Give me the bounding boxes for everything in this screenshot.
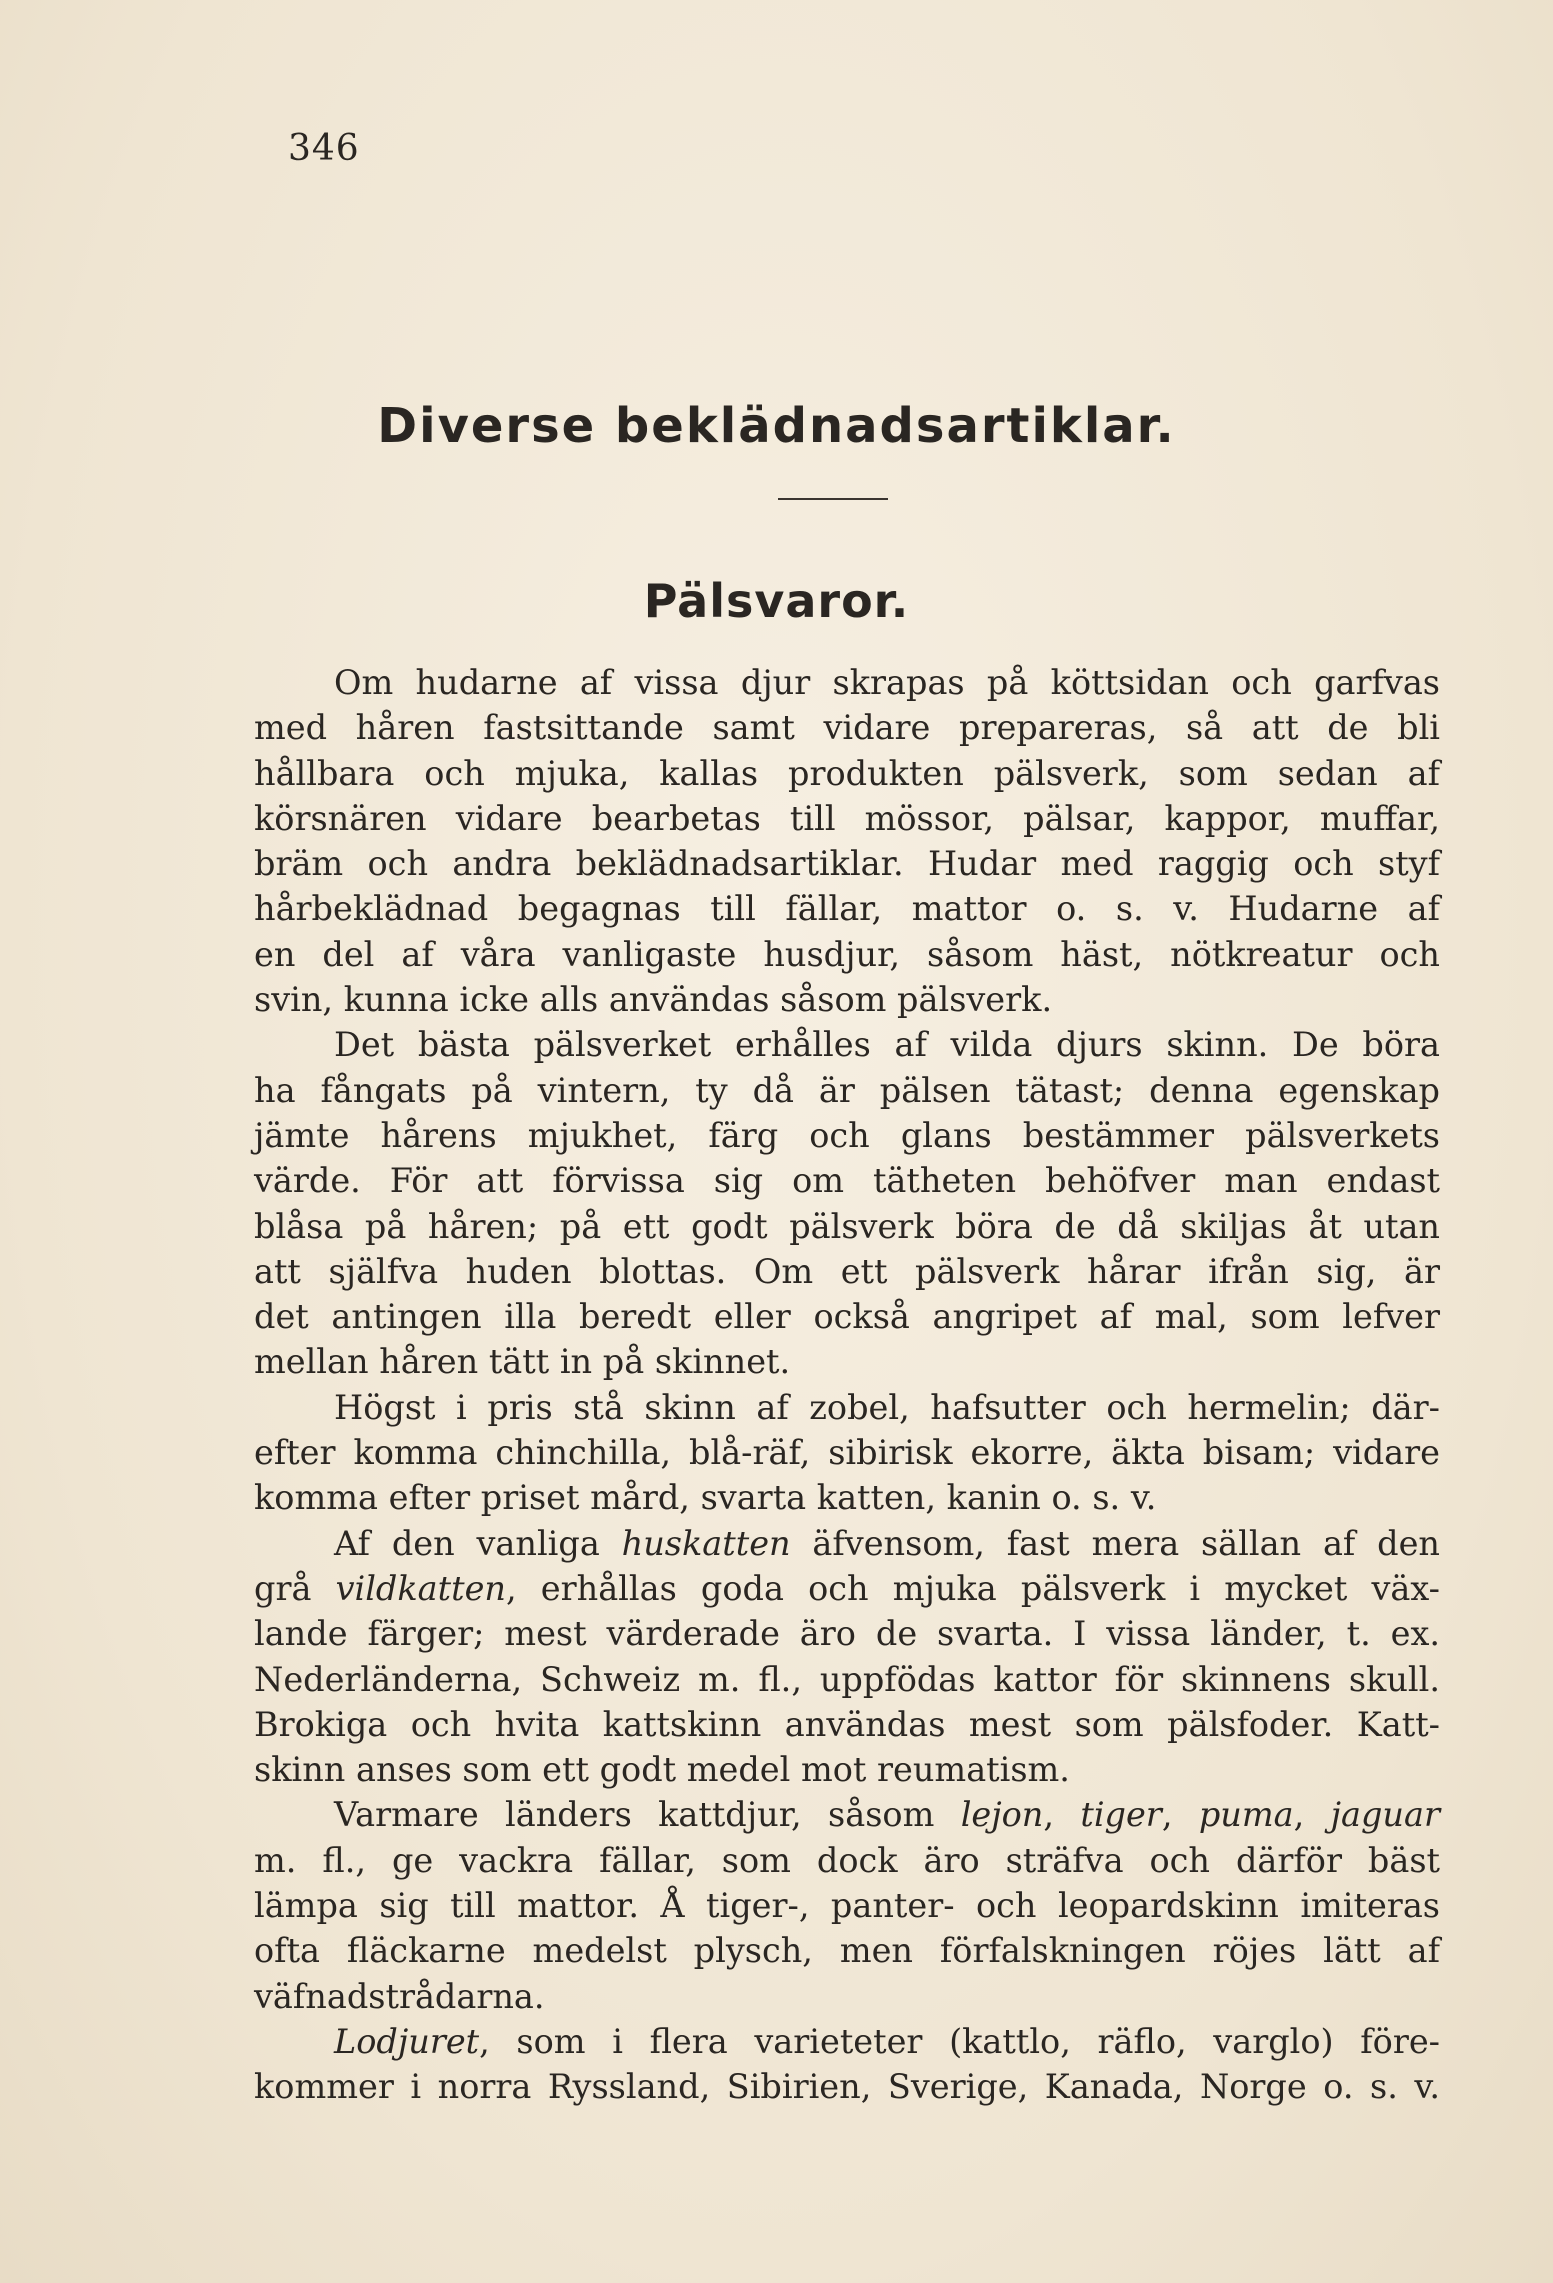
text-line: kommer i norra Ryssland, Sibirien, Sverige, Kanada, Norge o. s. v. (254, 2067, 1440, 2107)
body-text (254, 660, 1440, 2110)
text-line: ofta fläckarne medelst plysch, men förfalskningen röjes lätt af (254, 1931, 1440, 1971)
text-line: ha fångats på vintern, ty då är pälsen tätast; denna egenskap (254, 1070, 1440, 1110)
text-line: Brokiga och hvita kattskinn användas mest som pälsfoder. Katt- (254, 1704, 1440, 1744)
text-line: med håren fastsittande samt vidare prepareras, så att de bli (254, 708, 1440, 748)
text-line: Högst i pris stå skinn af zobel, hafsutter och hermelin; där- (334, 1387, 1440, 1427)
chapter-title: Diverse beklädnadsartiklar. (377, 398, 1176, 454)
title-divider (778, 498, 888, 500)
text-line: Om hudarne af vissa djur skrapas på köttsidan och garfvas (334, 663, 1440, 702)
text-line: Af den vanliga huskatten äfvensom, fast mera sällan af den (334, 1523, 1440, 1563)
text-line: bräm och andra beklädnadsartiklar. Hudar med raggig och styf (254, 844, 1440, 884)
text-line: Varmare länders kattdjur, såsom lejon, tiger, puma, jaguar (334, 1795, 1440, 1835)
text-line: efter komma chinchilla, blå-räf, sibirisk ekorre, äkta bisam; vidare (254, 1433, 1440, 1473)
text-line: lämpa sig till mattor. Å tiger-, panter- och leopardskinn imiteras (254, 1886, 1440, 1926)
text-line: komma efter priset mård, svarta katten, kanin o. s. v. (254, 1478, 1157, 1518)
text-line: skinn anses som ett godt medel mot reumatism. (254, 1750, 1070, 1790)
text-line: en del af våra vanligaste husdjur, såsom häst, nötkreatur och (254, 934, 1440, 974)
text-line: körsnären vidare bearbetas till mössor, pälsar, kappor, muffar, (254, 798, 1440, 838)
text-line: det antingen illa beredt eller också angripet af mal, som lefver (254, 1297, 1440, 1337)
text-line: Lodjuret, som i flera varieteter (kattlo, räflo, varglo) före- (334, 2021, 1440, 2061)
text-line: lande färger; mest värderade äro de svarta. I vissa länder, t. ex. (254, 1614, 1440, 1654)
text-line: väfnadstrådarna. (254, 1976, 545, 2016)
text-line: svin, kunna icke alls användas såsom pälsverk. (254, 980, 1053, 1020)
text-line: grå vildkatten, erhållas goda och mjuka pälsverk i mycket väx- (254, 1568, 1440, 1608)
page-number: 346 (288, 128, 360, 169)
text-line: jämte hårens mjukhet, färg och glans bestämmer pälsverkets (254, 1115, 1440, 1155)
text-line: blåsa på håren; på ett godt pälsverk böra de då skiljas åt utan (254, 1206, 1440, 1246)
text-line: hållbara och mjuka, kallas produkten pälsverk, som sedan af (254, 753, 1440, 793)
text-line: mellan håren tätt in på skinnet. (254, 1342, 791, 1382)
section-title: Pälsvaror. (643, 574, 910, 628)
text-line: att själfva huden blottas. Om ett pälsverk hårar ifrån sig, är (254, 1251, 1440, 1291)
text-line: hårbeklädnad begagnas till fällar, mattor o. s. v. Hudarne af (254, 889, 1440, 929)
text-line: värde. För att förvissa sig om tätheten behöfver man endast (254, 1161, 1440, 1201)
text-line: Nederländerna, Schweiz m. fl., uppfödas kattor för skinnens skull. (254, 1659, 1440, 1699)
text-line: m. fl., ge vackra fällar, som dock äro sträfva och därför bäst (254, 1840, 1440, 1880)
text-line: Det bästa pälsverket erhålles af vilda djurs skinn. De böra (334, 1025, 1440, 1065)
